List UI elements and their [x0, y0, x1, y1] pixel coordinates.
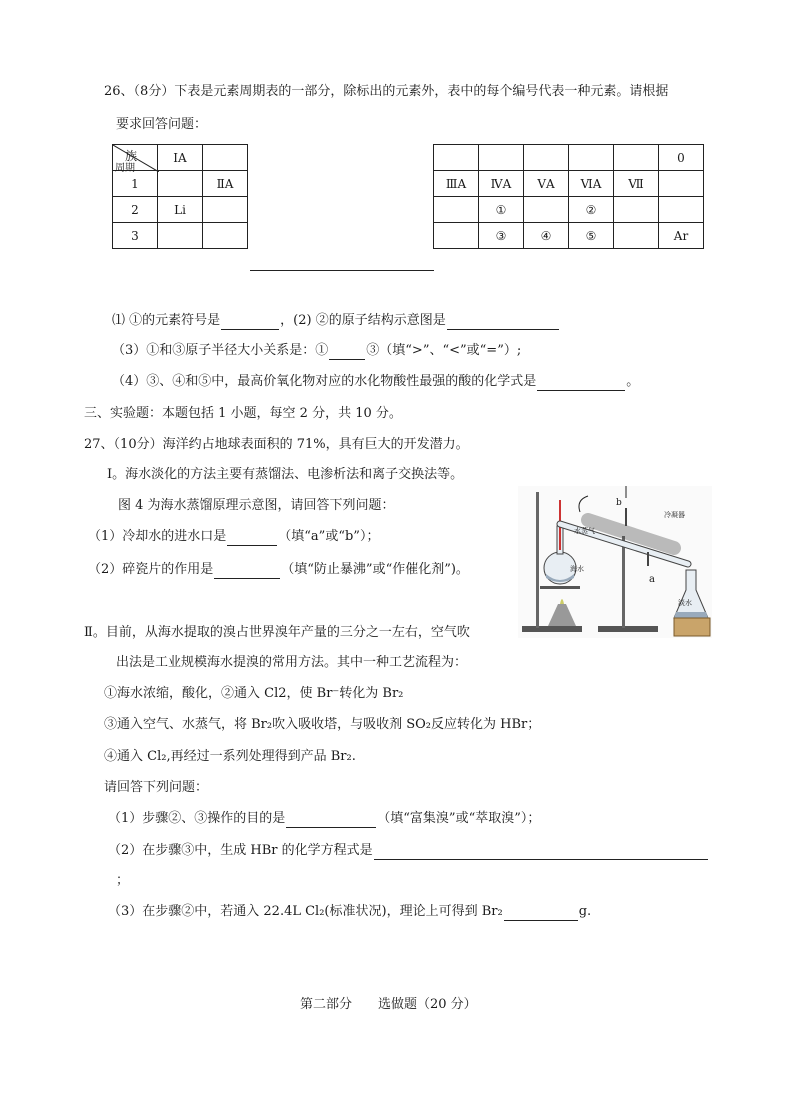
periodic-table-right: [433, 144, 704, 249]
q27-ans1-text-a: （1）步骤②、③操作的目的是: [108, 811, 286, 826]
q27-sub2-text-a: （2）碎瓷片的作用是: [88, 562, 214, 577]
q26-title: 26、（8分）下表是元素周期表的一部分，除标出的元素外，表中的每个编号代表一种元素。请根据: [104, 84, 669, 99]
cell: [434, 197, 479, 223]
q27-ans2-end: ；: [116, 873, 130, 888]
cell: [614, 145, 659, 171]
q27-part2: Ⅱ。目前，从海水提取的溴占世界溴年产量的三分之一左右，空气吹: [84, 625, 470, 640]
q27-ans1-text-b: （填“富集溴”或“萃取溴”）；: [377, 811, 541, 826]
q27-sub1-text-a: （1）冷却水的进水口是: [88, 529, 227, 544]
cell: [434, 223, 479, 249]
element-2: ②: [569, 197, 614, 223]
q27-step3: ③通入空气、水蒸气，将 Br₂吹入吸收塔，与吸收剂 SO₂反应转化为 HBr；: [104, 717, 541, 732]
cell: [203, 145, 248, 171]
cell: [659, 171, 704, 197]
fig-label-seawater: 海水: [570, 565, 584, 573]
q27-ans2: [108, 842, 709, 860]
cell: [158, 223, 203, 249]
q27-fig-intro: 图 4 为海水蒸馏原理示意图，请回答下列问题：: [118, 498, 395, 513]
cell: [569, 145, 614, 171]
q27-step4: ④通入 Cl₂,再经过一系列处理得到产品 Br₂.: [104, 749, 356, 764]
element-ar: Ar: [659, 223, 704, 249]
group-7: Ⅶ: [614, 171, 659, 197]
cell: [479, 145, 524, 171]
q27-ans3-text-b: g.: [578, 904, 592, 919]
q26-sub1-text-a: ⑴ ①的元素符号是: [112, 313, 221, 328]
q26-sub1: [112, 312, 560, 330]
q26-title-cont: 要求回答问题：: [116, 117, 208, 132]
group-2a: ⅡA: [203, 171, 248, 197]
header-diagonal-cell: [113, 145, 158, 174]
element-3: ③: [479, 223, 524, 249]
cell: [158, 171, 203, 197]
fig-label-freshwater: 淡水: [678, 599, 692, 607]
header-zu: 族: [125, 149, 138, 163]
periodic-table-left: [112, 144, 248, 249]
cell: [614, 197, 659, 223]
group-5a: ⅤA: [524, 171, 569, 197]
cell: [659, 197, 704, 223]
section-footer: 第二部分 选做题（20 分）: [300, 997, 477, 1012]
q27-ans3: [108, 903, 591, 921]
element-5: ⑤: [569, 223, 614, 249]
answer-blank[interactable]: [221, 315, 279, 330]
q27-ans1: [108, 810, 540, 828]
element-4: ④: [524, 223, 569, 249]
answer-blank[interactable]: [227, 531, 277, 546]
fig-label-b: b: [616, 498, 622, 508]
group-4a: ⅣA: [479, 171, 524, 197]
cell: [614, 223, 659, 249]
q26-sub4-text-b: 。: [626, 374, 640, 389]
q26-sub3-text-a: （3）①和③原子半径大小关系是：①: [112, 343, 329, 358]
q27-ask: 请回答下列问题：: [104, 780, 209, 795]
fig-label-steam: 水蒸气: [574, 527, 595, 535]
q27-sub1: [88, 528, 379, 546]
q27-title: 27、（10分）海洋约占地球表面积的 71%，具有巨大的开发潜力。: [84, 437, 469, 452]
q27-part2-cont: 出法是工业规模海水提溴的常用方法。其中一种工艺流程为：: [116, 655, 468, 670]
answer-blank[interactable]: [374, 845, 708, 860]
header-zhouqi: 周期: [115, 163, 135, 174]
q26-sub3: [112, 342, 521, 360]
period-1: 1: [113, 171, 158, 197]
answer-blank[interactable]: [286, 813, 376, 828]
cell: [203, 197, 248, 223]
distillation-apparatus-figure: [518, 486, 712, 638]
group-0: 0: [659, 145, 704, 171]
element-1: ①: [479, 197, 524, 223]
table-bottom-line: [250, 270, 434, 271]
group-1a: ⅠA: [158, 145, 203, 171]
q27-step1: ①海水浓缩，酸化，②通入 Cl2，使 Br⁻转化为 Br₂: [104, 686, 404, 701]
q27-ans3-text-a: （3）在步骤②中，若通入 22.4L Cl₂(标准状况)，理论上可得到 Br₂: [108, 904, 503, 919]
q26-sub3-text-b: ③（填“>”、“<”或“=”）;: [366, 343, 522, 358]
fig-label-condenser: 冷凝器: [664, 511, 685, 519]
q27-sub2: [88, 561, 469, 579]
answer-blank[interactable]: [447, 315, 559, 330]
group-6a: ⅥA: [569, 171, 614, 197]
answer-blank[interactable]: [214, 564, 280, 579]
cell: [203, 223, 248, 249]
element-li: Li: [158, 197, 203, 223]
cell: [434, 145, 479, 171]
answer-blank[interactable]: [537, 376, 625, 391]
cell: [524, 145, 569, 171]
section-3-heading: 三、实验题：本题包括 1 小题，每空 2 分，共 10 分。: [84, 406, 402, 421]
q26-sub4-text-a: （4）③、④和⑤中，最高价氧化物对应的水化物酸性最强的酸的化学式是: [112, 374, 537, 389]
q27-sub2-text-b: （填“防止暴沸”或“作催化剂”)。: [281, 562, 469, 577]
period-3: 3: [113, 223, 158, 249]
answer-blank[interactable]: [329, 345, 365, 360]
q27-sub1-text-b: （填“a”或“b”）；: [278, 529, 380, 544]
fig-label-a: a: [649, 574, 655, 585]
answer-blank[interactable]: [504, 906, 578, 921]
cell: [524, 197, 569, 223]
q27-part1: Ⅰ。海水淡化的方法主要有蒸馏法、电渗析法和离子交换法等。: [107, 467, 464, 482]
group-3a: ⅢA: [434, 171, 479, 197]
q27-ans2-text-a: （2）在步骤③中，生成 HBr 的化学方程式是: [108, 843, 373, 858]
q26-sub1-text-b: ，(2) ②的原子结构示意图是: [280, 313, 446, 328]
period-2: 2: [113, 197, 158, 223]
q26-sub4: [112, 373, 639, 391]
